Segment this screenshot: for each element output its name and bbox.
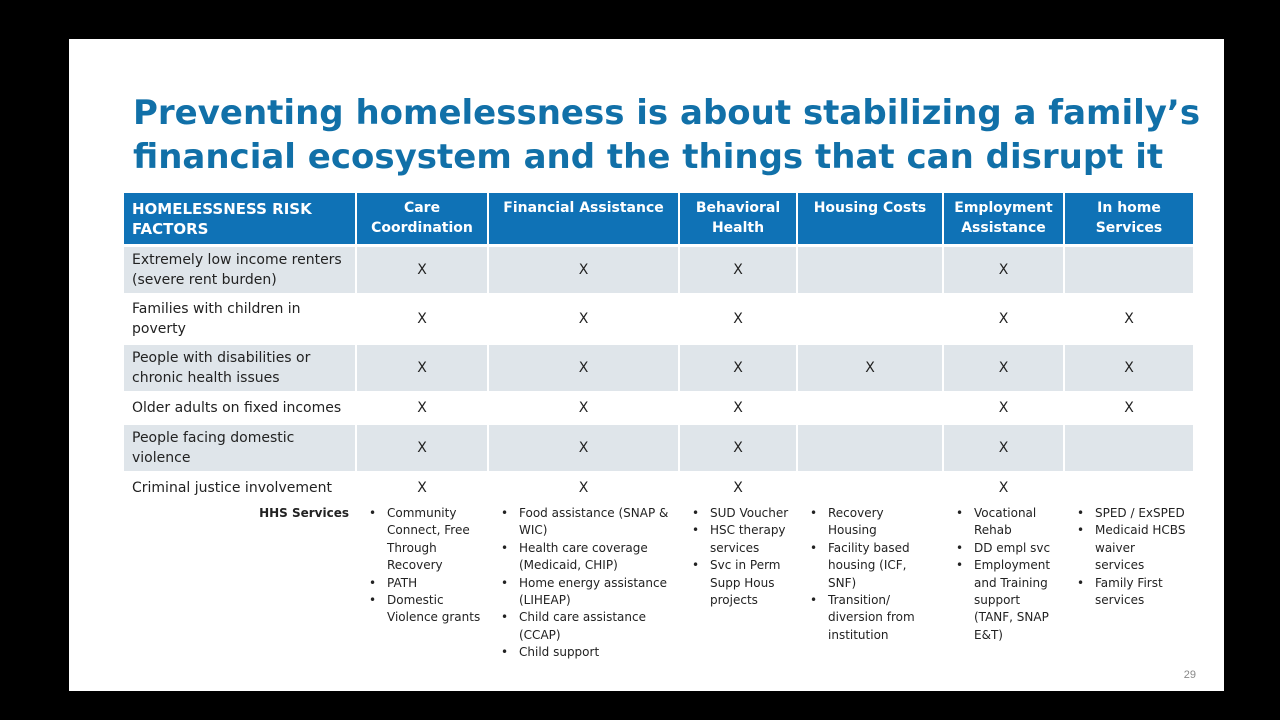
mark-cell: X [488,423,679,472]
services-list [1071,505,1187,609]
mark-cell: X [679,472,797,503]
mark-cell: X [488,245,679,294]
mark-cell: X [679,343,797,392]
mark-cell: X [797,343,943,392]
services-list [950,505,1057,644]
column-header: HOMELESSNESS RISK FACTORS [124,193,356,245]
mark-cell: X [1064,294,1193,343]
mark-cell: X [488,294,679,343]
mark-cell [1064,472,1193,503]
service-item: • SPED / ExSPED [1089,505,1187,522]
service-item: • Domestic Violence grants [381,592,481,627]
table-row [124,245,1193,294]
hhs-services-label: HHS Services [124,503,356,664]
mark-cell: X [943,472,1064,503]
mark-cell: X [356,472,488,503]
mark-cell [797,392,943,423]
services-list [686,505,790,609]
table-row [124,294,1193,343]
title-line-1: Preventing homelessness is about stabilizing a family’s [133,93,1201,133]
risk-factor-cell: Criminal justice involvement [124,472,356,503]
services-cell [943,503,1064,664]
services-cell [679,503,797,664]
mark-cell: X [488,472,679,503]
service-item: • Child support [513,644,672,661]
service-item: • Health care coverage (Medicaid, CHIP) [513,540,672,575]
mark-cell: X [356,294,488,343]
mark-cell: X [943,392,1064,423]
mark-cell: X [679,392,797,423]
table-header-row [124,193,1193,245]
table-row [124,423,1193,472]
mark-cell [797,245,943,294]
services-list [363,505,481,627]
mark-cell [1064,423,1193,472]
risk-factor-cell: Families with children in poverty [124,294,356,343]
service-item: • Child care assistance (CCAP) [513,609,672,644]
mark-cell [1064,245,1193,294]
column-header: In home Services [1064,193,1193,245]
mark-cell [797,423,943,472]
service-item: • Medicaid HCBS waiver services [1089,522,1187,574]
mark-cell [797,294,943,343]
service-item: • Recovery Housing [822,505,936,540]
mark-cell: X [679,294,797,343]
hhs-services-row [124,503,1193,664]
column-header: Financial Assistance [488,193,679,245]
column-header: Behavioral Health [679,193,797,245]
mark-cell: X [488,392,679,423]
risk-factor-cell: Older adults on fixed incomes [124,392,356,423]
service-item: • Family First services [1089,575,1187,610]
mark-cell: X [356,392,488,423]
service-item: • Svc in Perm Supp Hous projects [704,557,790,609]
mark-cell: X [679,423,797,472]
page-number: 29 [1183,669,1196,681]
service-item: • DD empl svc [968,540,1057,557]
slide-title [133,91,1201,179]
services-cell [1064,503,1193,664]
column-header: Employment Assistance [943,193,1064,245]
service-item: • Food assistance (SNAP & WIC) [513,505,672,540]
mark-cell: X [943,423,1064,472]
mark-cell: X [1064,392,1193,423]
service-item: • SUD Voucher [704,505,790,522]
risk-factor-cell: People facing domestic violence [124,423,356,472]
service-item: • HSC therapy services [704,522,790,557]
mark-cell: X [488,343,679,392]
service-item: • Transition/ diversion from institution [822,592,936,644]
column-header: Care Coordination [356,193,488,245]
service-item: • Employment and Training support (TANF, SNAP E&T) [968,557,1057,644]
mark-cell: X [356,343,488,392]
mark-cell: X [356,245,488,294]
service-item: • Facility based housing (ICF, SNF) [822,540,936,592]
mark-cell: X [1064,343,1193,392]
mark-cell: X [943,294,1064,343]
service-item: • Community Connect, Free Through Recovery [381,505,481,575]
risk-factor-table [124,193,1193,664]
table-row [124,472,1193,503]
services-cell [488,503,679,664]
service-item: • PATH [381,575,481,592]
risk-factor-cell: Extremely low income renters (severe rent burden) [124,245,356,294]
services-list [495,505,672,662]
mark-cell: X [356,423,488,472]
slide [69,39,1224,691]
service-item: • Vocational Rehab [968,505,1057,540]
mark-cell: X [679,245,797,294]
service-item: • Home energy assistance (LIHEAP) [513,575,672,610]
title-line-2: financial ecosystem and the things that can disrupt it [133,137,1164,177]
services-cell [797,503,943,664]
mark-cell: X [943,343,1064,392]
column-header: Housing Costs [797,193,943,245]
services-cell [356,503,488,664]
services-list [804,505,936,644]
mark-cell: X [943,245,1064,294]
mark-cell [797,472,943,503]
table-row [124,392,1193,423]
risk-factor-cell: People with disabilities or chronic health issues [124,343,356,392]
table-row [124,343,1193,392]
